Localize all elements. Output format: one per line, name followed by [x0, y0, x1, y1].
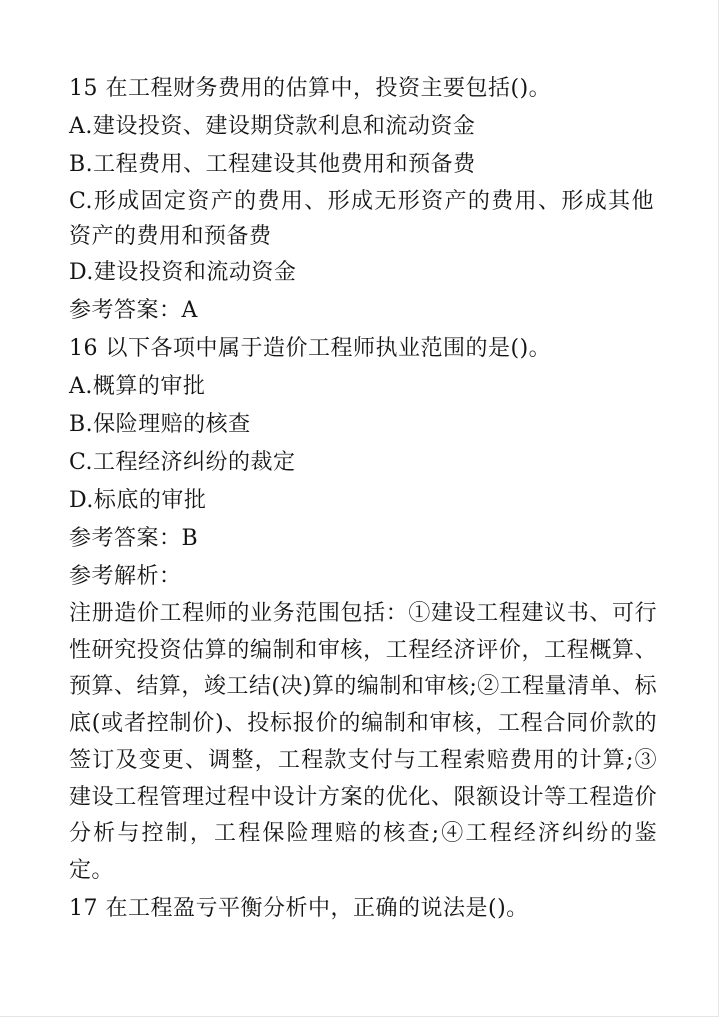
q16-option-a: A.概算的审批 [69, 374, 206, 399]
q16-analysis-text: 注册造价工程师的业务范围包括：①建设工程建议书、可行性研究投资估算的编制和审核，工程经济评价，工程概算、预算、结算，竣工结(决)算的编制和审核;②工程量清单、标底(或者控制价)、投标报价的编制和审核，工程合同价款的签订及变更、调整，工程款支付与工程索赔费用的计算;③建设工程管理过程中设计方案的优化、限额设计等工程造价分析与控制，工程保险理赔的核查;④工程经济纠纷的鉴定。 [69, 601, 657, 883]
q16-analysis-label: 参考解析： [69, 564, 182, 589]
q16-option-b: B.保险理赔的核查 [69, 412, 251, 437]
q15-option-d: D.建设投资和流动资金 [69, 260, 297, 285]
q16-option-c: C.工程经济纠纷的裁定 [69, 450, 296, 475]
q16-option-d: D.标底的审批 [69, 488, 207, 513]
document-body [69, 70, 659, 928]
question-17: 17 在工程盈亏平衡分析中，正确的说法是()。 [69, 895, 529, 921]
question-16: 16 以下各项中属于造价工程师执业范围的是()。 [69, 336, 552, 361]
q15-answer: 参考答案：A [69, 298, 198, 323]
q16-answer: 参考答案：B [69, 526, 199, 551]
question-15: 15 在工程财务费用的估算中，投资主要包括()。 [69, 76, 552, 101]
q15-option-b: B.工程费用、工程建设其他费用和预备费 [69, 152, 476, 177]
q15-option-c: C.形成固定资产的费用、形成无形资产的费用、形成其他资产的费用和预备费 [69, 189, 654, 249]
q15-option-a: A.建设投资、建设期贷款利息和流动资金 [69, 114, 476, 139]
